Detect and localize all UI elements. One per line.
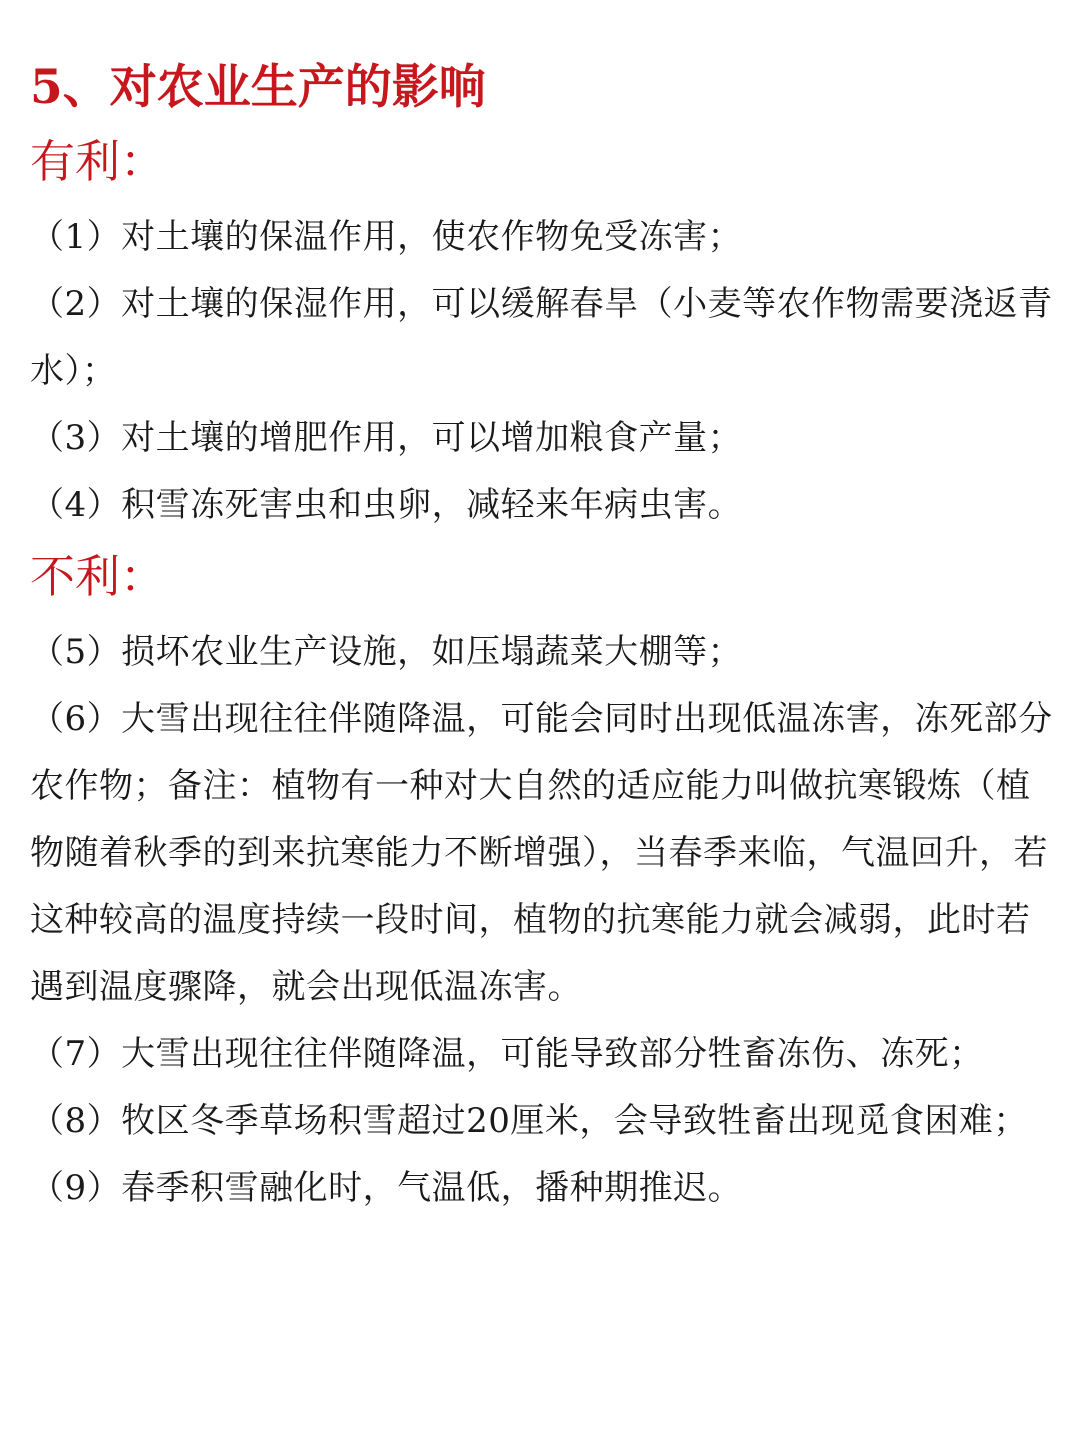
page-title: 5、对农业生产的影响 xyxy=(30,60,486,115)
list-item-3: （3）对土壤的增肥作用，可以增加粮食产量； xyxy=(30,418,743,458)
list-item-1: （1）对土壤的保温作用，使农作物免受冻害； xyxy=(30,217,743,257)
list-item-8: （8）牧区冬季草场积雪超过20厘米，会导致牲畜出现觅食困难； xyxy=(30,1101,1028,1141)
list-item-4: （4）积雪冻死害虫和虫卵，减轻来年病虫害。 xyxy=(30,485,743,525)
list-item-6: （6）大雪出现往往伴随降温，可能会同时出现低温冻害，冻死部分农作物；备注：植物有一种对大自然的适应能力叫做抗寒锻炼（植物随着秋季的到来抗寒能力不断增强），当春季来临，气温回升，若这种较高的温度持续一段时间，植物的抗寒能力就会减弱，此时若遇到温度骤降，就会出现低温冻害。 xyxy=(30,699,1053,1007)
section-heading-unfavorable: 不利： xyxy=(30,550,166,603)
list-item-2: （2）对土壤的保湿作用，可以缓解春旱（小麦等农作物需要浇返青水）； xyxy=(30,284,1053,391)
section-unfavorable xyxy=(30,541,1055,1222)
section-favorable xyxy=(30,126,1055,539)
list-item-7: （7）大雪出现往往伴随降温，可能导致部分牲畜冻伤、冻死； xyxy=(30,1034,984,1074)
list-item-9: （9）春季积雪融化时，气温低，播种期推迟。 xyxy=(30,1168,743,1208)
article xyxy=(30,52,1055,1222)
list-item-5: （5）损坏农业生产设施，如压塌蔬菜大棚等； xyxy=(30,632,743,672)
section-heading-favorable: 有利： xyxy=(30,135,166,188)
